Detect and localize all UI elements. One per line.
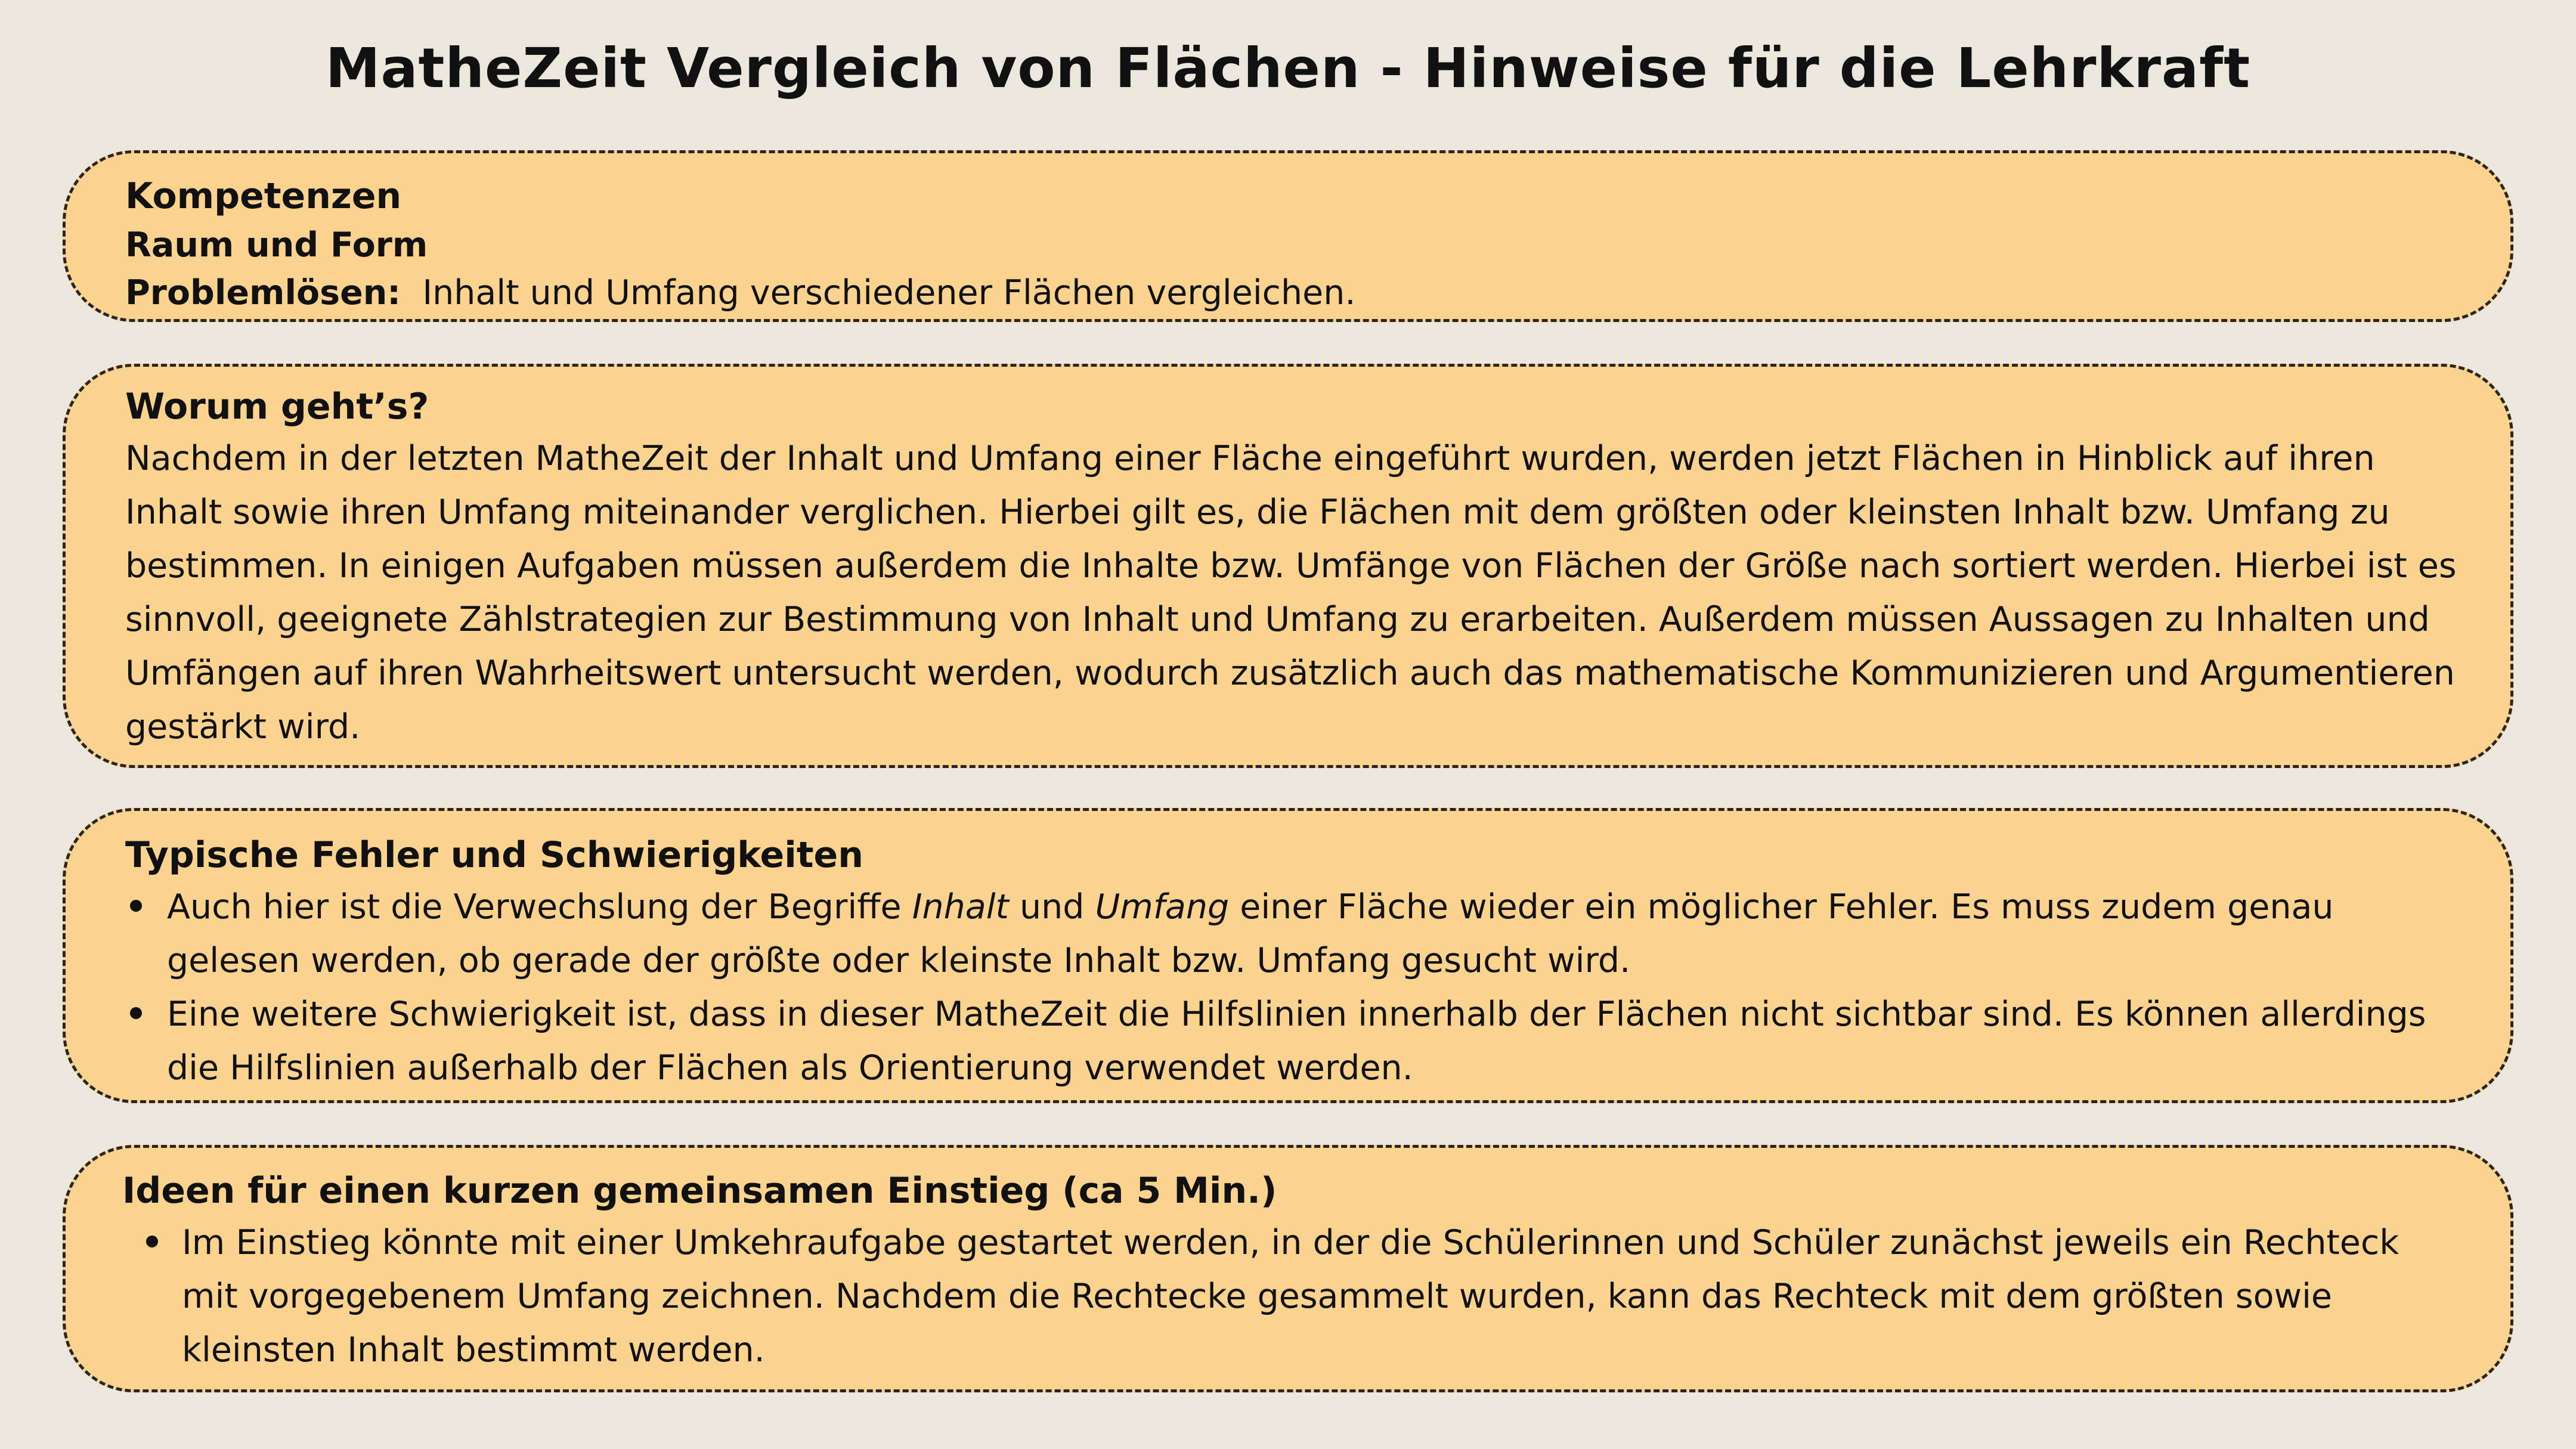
fehler-bullet-2: [125, 987, 2463, 1095]
einstieg-bullet-1: [122, 1216, 2463, 1377]
kompetenzen-card: [63, 150, 2513, 322]
kompetenz-raum-und-form: Raum und Form: [125, 225, 428, 265]
fehler-term-umfang: Umfang: [1095, 887, 1230, 927]
einstieg-heading: Ideen für einen kurzen gemeinsamen Einstieg (ca 5 Min.): [122, 1170, 1277, 1212]
kompetenz-problemloesen: [125, 269, 2463, 317]
fehler-list: [125, 880, 2463, 1095]
fehler-card: [63, 808, 2513, 1103]
worum-text: Nachdem in der letzten MatheZeit der Inhalt und Umfang einer Fläche eingeführt wurden, werden jetzt Flächen in Hinblick auf ihren Inhalt sowie ihren Umfang miteinander verglichen. Hierbei gilt es, die Flächen mit dem größten oder kleinsten Inhalt bzw. Umfang zu bestimmen. In einigen Aufgaben müssen außerdem die Inhalte bzw. Umfänge von Flächen der Größe nach sortiert werden. Hierbei ist es sinnvoll, geeignete Zählstrategien zur Bestimmung von Inhalt und Umfang zu erarbeiten. Außerdem müssen Aussagen zu Inhalten und Umfängen auf ihren Wahrheitswert untersucht werden, wodurch zusätzlich auch das mathematische Kommunizieren und Argumentieren gestärkt wird.: [125, 439, 2457, 747]
einstieg-bullet-1-text: Im Einstieg könnte mit einer Umkehraufgabe gestartet werden, in der die Schülerinnen und Schüler zunächst jeweils ein Rechteck mit vorgegebenem Umfang zeichnen. Nachdem die Rechtecke gesammelt wurden, kann das Rechteck mit dem größten sowie kleinsten Inhalt bestimmt werden.: [182, 1223, 2399, 1370]
fehler-bullet-1: [125, 880, 2463, 987]
fehler-term-inhalt: Inhalt: [912, 887, 1009, 927]
fehler-bullet-1-part1: Auch hier ist die Verwechslung der Begriffe: [167, 887, 902, 927]
page-title: MatheZeit Vergleich von Flächen - Hinweise für die Lehrkraft: [325, 36, 2251, 100]
problemloesen-text: Inhalt und Umfang verschiedener Flächen vergleichen.: [422, 273, 1356, 312]
worum-card: [63, 364, 2513, 768]
einstieg-list: [122, 1216, 2463, 1377]
fehler-bullet-1-part2: und: [1020, 887, 1085, 927]
bullet-dot: [130, 900, 142, 912]
kompetenzen-heading: Kompetenzen: [125, 175, 402, 217]
fehler-bullet-1-part3: einer Fläche wieder ein möglicher Fehler. Es muss zudem genau gelesen werden, ob gerade der größte oder kleinste Inhalt bzw. Umfang gesucht wird.: [167, 887, 2334, 980]
worum-heading: Worum geht’s?: [125, 386, 429, 428]
fehler-heading: Typische Fehler und Schwierigkeiten: [125, 834, 863, 876]
fehler-bullet-2-text: Eine weitere Schwierigkeit ist, dass in dieser MatheZeit die Hilfslinien innerhalb der Flächen nicht sichtbar sind. Es können allerdings die Hilfslinien außerhalb der Flächen als Orientierung verwendet werden.: [167, 995, 2426, 1088]
bullet-dot: [146, 1236, 158, 1247]
bullet-dot: [130, 1007, 142, 1019]
einstieg-card: [63, 1145, 2513, 1392]
problemloesen-label: Problemlösen:: [125, 273, 401, 312]
